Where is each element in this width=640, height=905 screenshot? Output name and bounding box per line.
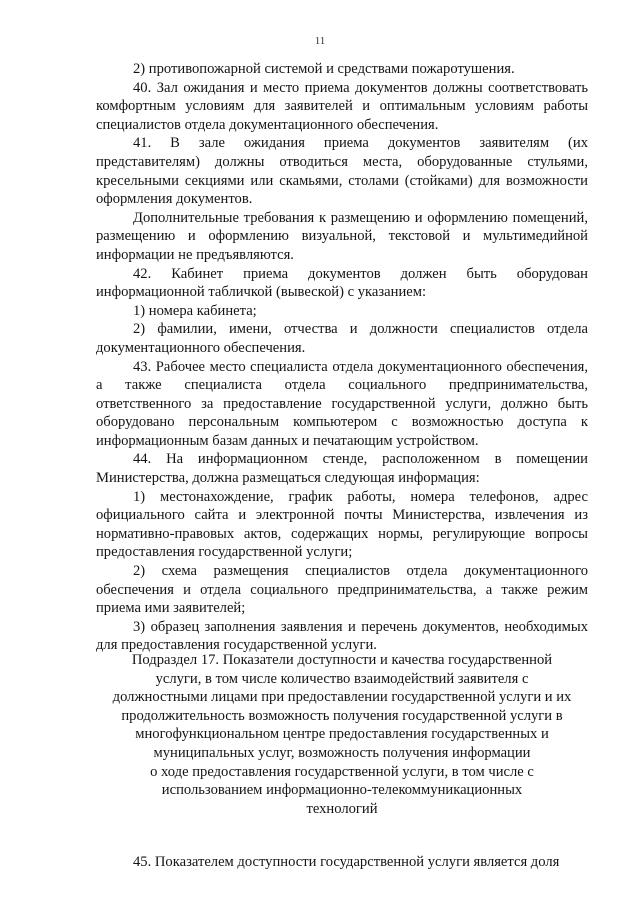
list-item: 1) местонахождение, график работы, номера телефонов, адрес официального сайта и электронной почты Министерства, извлечения из нормативно-правовых актов, содержащих нормы, регулирующие вопросы предоставления государственной услуги; <box>96 488 588 561</box>
subsection-line: продолжительность возможность получения государственной услуги в <box>121 707 563 724</box>
paragraph: 41. В зале ожидания приема документов заявителям (их представителям) должны отводиться места, оборудованные стульями, кресельными секциями или скамьями, столами (стойками) для возможности оформления документов. <box>96 135 588 208</box>
list-item: 2) схема размещения специалистов отдела документационного обеспечения и отдела социального предпринимательства, а также режим приема ими заявителей; <box>96 563 588 617</box>
list-item: 1) номера кабинета; <box>133 302 257 319</box>
paragraph: 40. Зал ожидания и место приема документов должны соответствовать комфортным условиям для заявителей и оптимальным условиям работы специалистов отдела документационного обеспечения. <box>96 79 588 133</box>
subsection-line: о ходе предоставления государственной услуги, в том числе с <box>150 763 534 780</box>
subsection-line: технологий <box>306 800 378 817</box>
paragraph: 43. Рабочее место специалиста отдела документационного обеспечения, а также специалиста отдела социального предпринимательства, ответственного за предоставление государственной услуги, должно быть оборудовано персональным компьютером с возможностью доступа к информационным базам данных и печатающим устройством. <box>96 358 588 449</box>
subsection-line: должностными лицами при предоставлении государственной услуги и их <box>112 689 572 706</box>
subsection-line: многофункциональном центре предоставления государственных и <box>135 726 549 743</box>
paragraph: Дополнительные требования к размещению и оформлению помещений, размещению и оформлению визуальной, текстовой и мультимедийной информации не предъявляются. <box>96 209 588 263</box>
subsection-line: услуги, в том числе количество взаимодействий заявителя с <box>155 670 529 687</box>
paragraph: 42. Кабинет приема документов должен быть оборудован информационной табличкой (вывеской) с указанием: <box>96 265 588 301</box>
subsection-line: муниципальных услуг, возможность получения информации <box>153 744 531 761</box>
body-text <box>96 60 588 655</box>
subsection-heading <box>96 651 588 818</box>
paragraph-45: 45. Показателем доступности государственной услуги является доля <box>133 853 560 870</box>
list-item: 3) образец заполнения заявления и перечень документов, необходимых для предоставления государственной услуги. <box>96 618 588 654</box>
subsection-line: Подраздел 17. Показатели доступности и качества государственной <box>131 652 553 668</box>
paragraph: 2) противопожарной системой и средствами пожаротушения. <box>133 61 515 77</box>
page-number: 11 <box>314 35 326 47</box>
subsection-line: использованием информационно-телекоммуникационных <box>161 782 523 799</box>
paragraph: 44. На информационном стенде, расположенном в помещении Министерства, должна размещаться следующая информация: <box>96 451 588 487</box>
list-item: 2) фамилии, имени, отчества и должности специалистов отдела документационного обеспечения. <box>96 321 588 356</box>
